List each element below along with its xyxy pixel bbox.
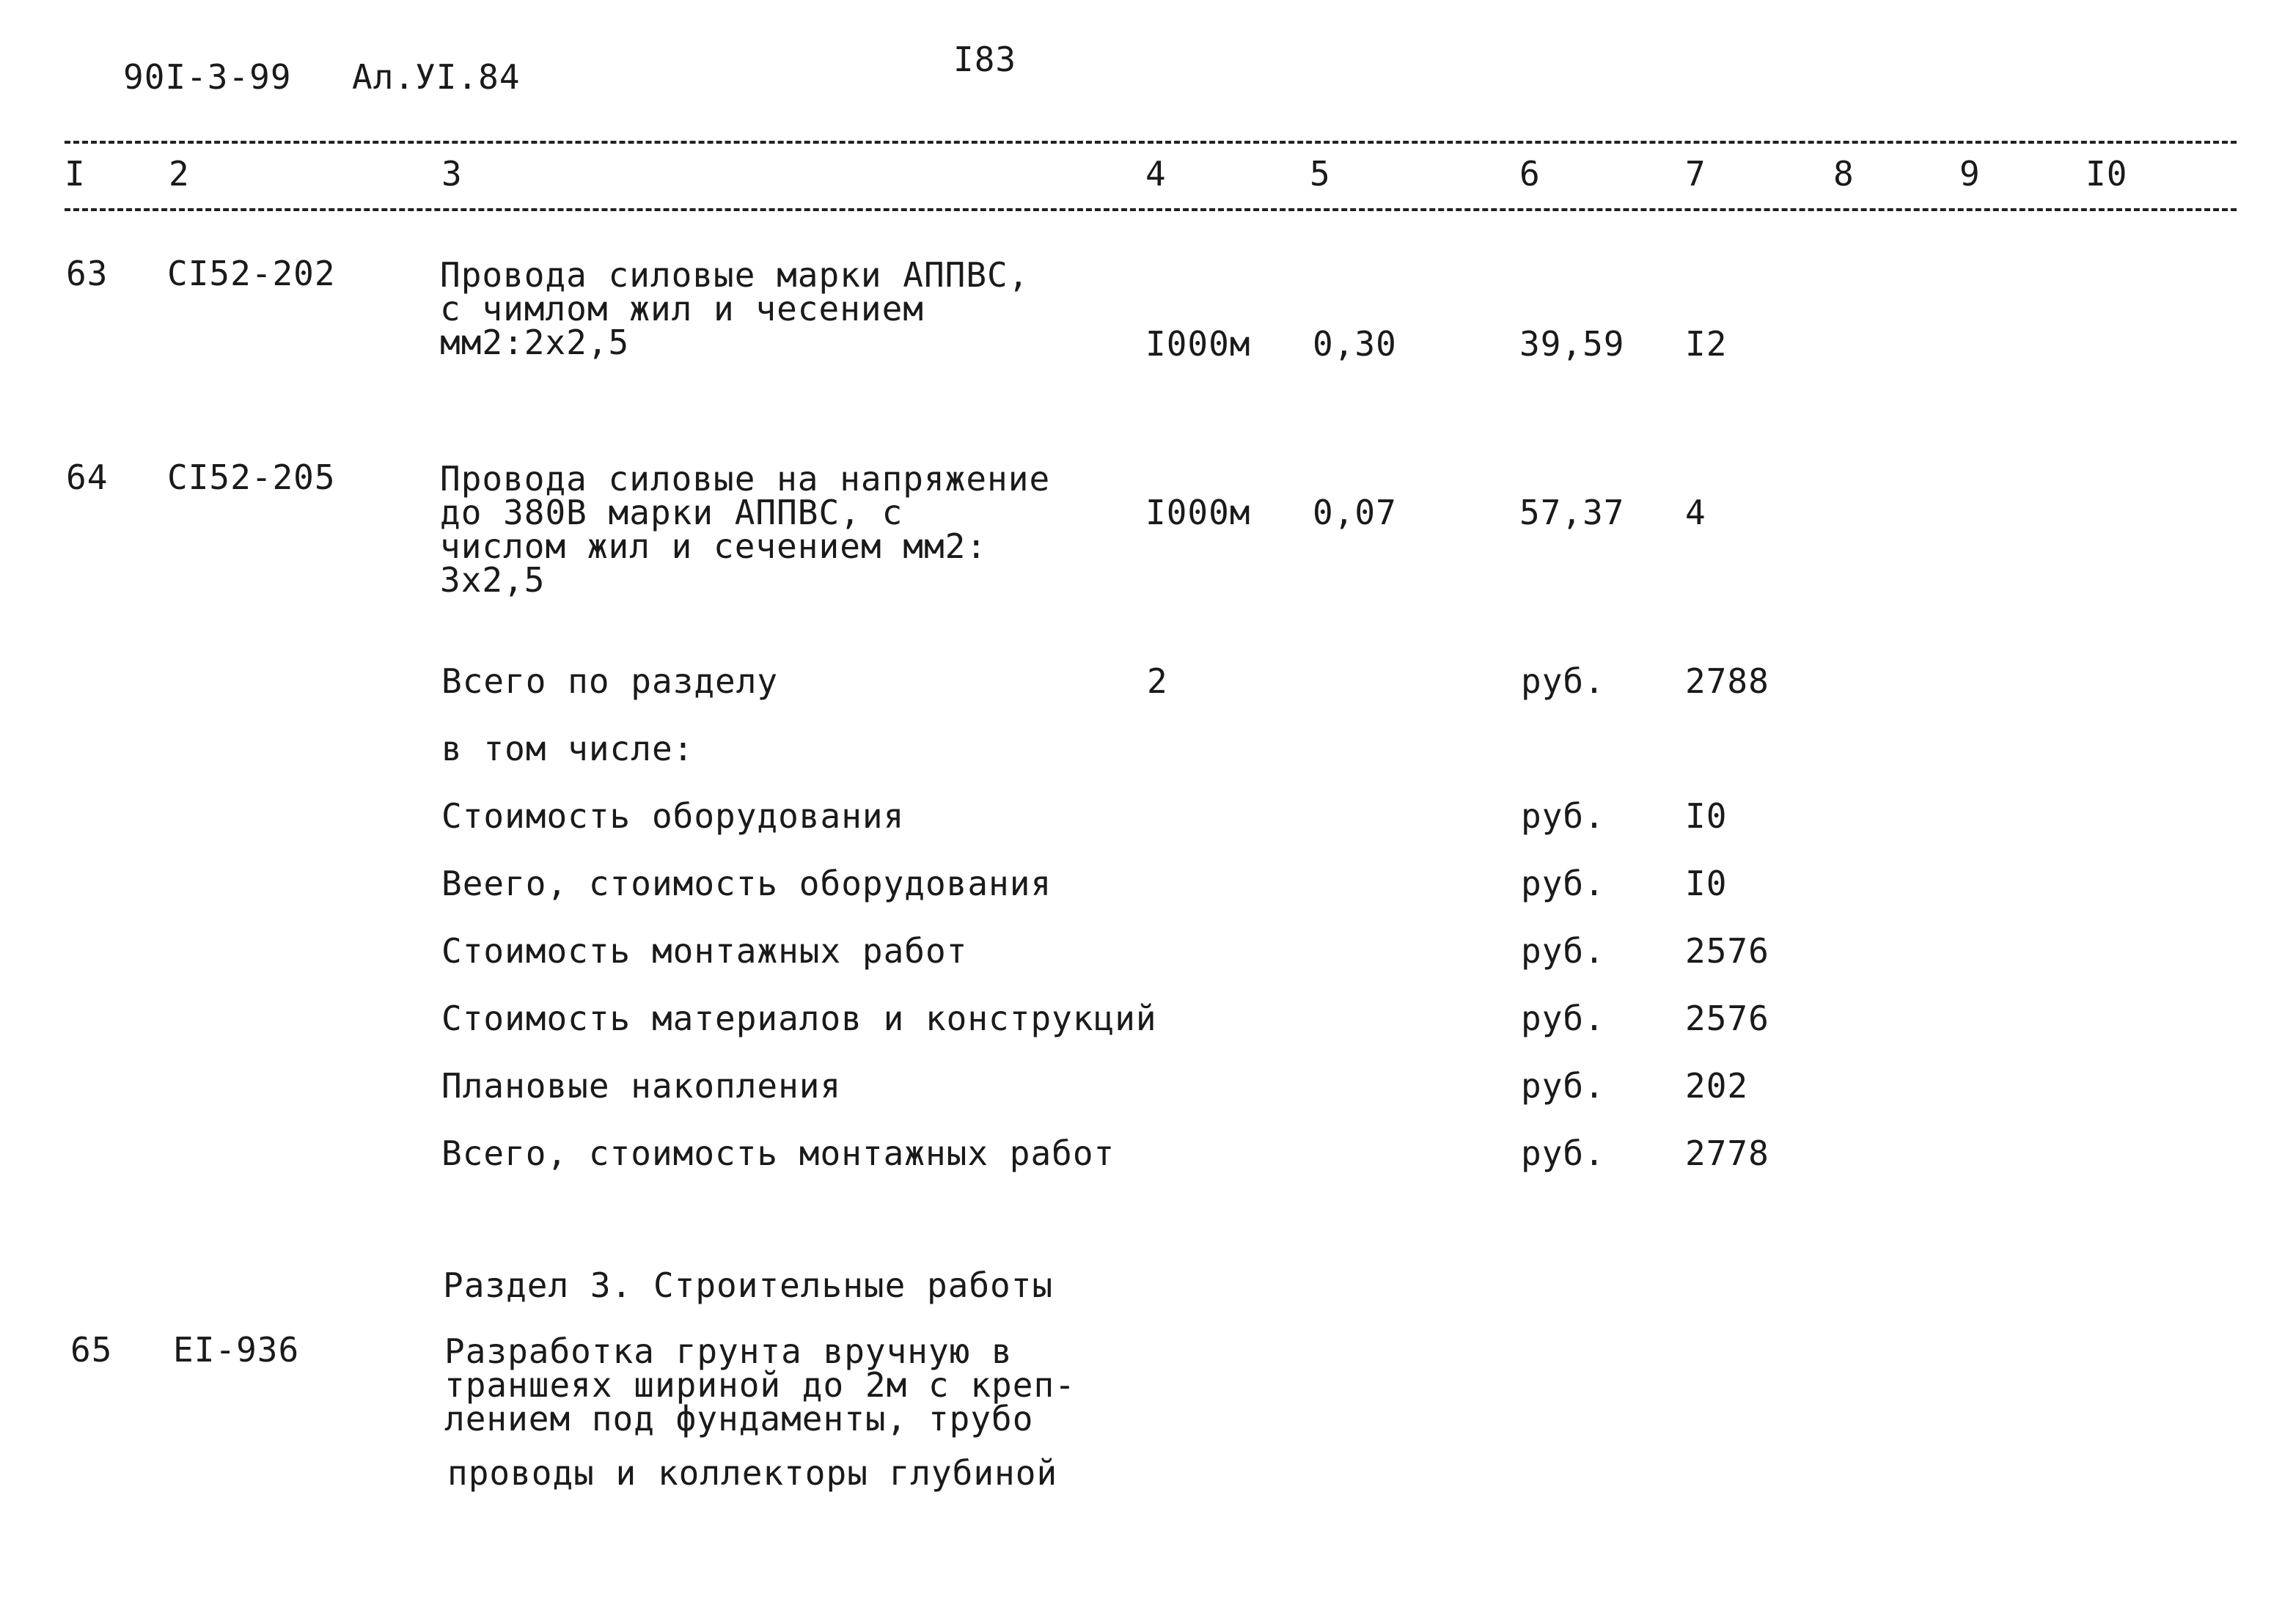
album-code: Ал.УI.84 [352,57,521,97]
total-col4-value: 2 [1147,661,1168,701]
materials-cost-unit: руб. [1521,999,1605,1038]
equipment-total-value: I0 [1685,864,1728,903]
installation-cost-label: Стоимость монтажных работ [441,931,968,971]
col-header-5: 5 [1310,154,1331,194]
installation-total-label: Всего, стоимость монтажных работ [441,1133,1115,1173]
row-unit: I000м [1145,493,1251,532]
total-label-section: Всего по разделу [441,661,779,701]
total-value: 2788 [1685,661,1769,701]
row-description: Провода силовые марки АППВС, с чимлом жил и чесением мм2:2х2,5 [440,255,1030,362]
equipment-total-label: Веего, стоимость оборудования [441,864,1052,903]
row-unit: I000м [1145,324,1251,364]
row-total: I2 [1685,324,1728,364]
row-code: CI52-202 [167,254,336,293]
row-total: 4 [1685,493,1706,532]
table-top-rule [65,141,2237,144]
equipment-cost-unit: руб. [1521,796,1605,836]
row-unit-price: 57,37 [1519,493,1625,532]
row-unit-price: 39,59 [1519,324,1625,364]
total-unit: руб. [1521,661,1605,701]
row-description: Разработка грунта вручную в траншеях шириной до 2м с креп- лением под фундаменты, трубо [444,1331,1076,1439]
row-code: CI52-205 [167,458,336,497]
section-title: Раздел 3. Строительные работы [443,1265,1054,1305]
col-header-8: 8 [1833,154,1855,194]
col-header-6: 6 [1519,154,1541,194]
planned-savings-value: 202 [1685,1066,1749,1106]
materials-cost-label: Стоимость материалов и конструкций [441,999,1157,1038]
col-header-2: 2 [169,154,190,194]
including-label: в том числе: [441,729,694,768]
equipment-total-unit: руб. [1521,864,1605,903]
row-description-continued: проводы и коллекторы глубиной [447,1453,1058,1493]
col-header-1: I [65,154,86,194]
installation-total-value: 2778 [1685,1133,1769,1173]
planned-savings-unit: руб. [1521,1066,1605,1106]
row-number: 64 [66,458,109,497]
installation-total-unit: руб. [1521,1133,1605,1173]
col-header-9: 9 [1959,154,1981,194]
installation-cost-unit: руб. [1521,931,1605,971]
row-quantity: 0,07 [1313,493,1397,532]
page-number: I83 [953,40,1017,79]
materials-cost-value: 2576 [1685,999,1769,1038]
row-description: Провода силовые на напряжение до 380В марки АППВС, с числом жил и сечением мм2: 3х2,5 [440,459,1051,600]
col-header-4: 4 [1145,154,1167,194]
col-header-10: I0 [2086,154,2128,194]
equipment-cost-label: Стоимость оборудования [441,796,905,836]
col-header-3: 3 [441,154,463,194]
row-quantity: 0,30 [1313,324,1397,364]
installation-cost-value: 2576 [1685,931,1769,971]
row-number: 65 [70,1330,113,1370]
planned-savings-label: Плановые накопления [441,1066,842,1106]
equipment-cost-value: I0 [1685,796,1728,836]
row-code: EI-936 [173,1330,300,1370]
table-header-rule [65,208,2237,211]
col-header-7: 7 [1685,154,1706,194]
doc-code: 90I-3-99 [123,57,292,97]
row-number: 63 [66,254,109,293]
